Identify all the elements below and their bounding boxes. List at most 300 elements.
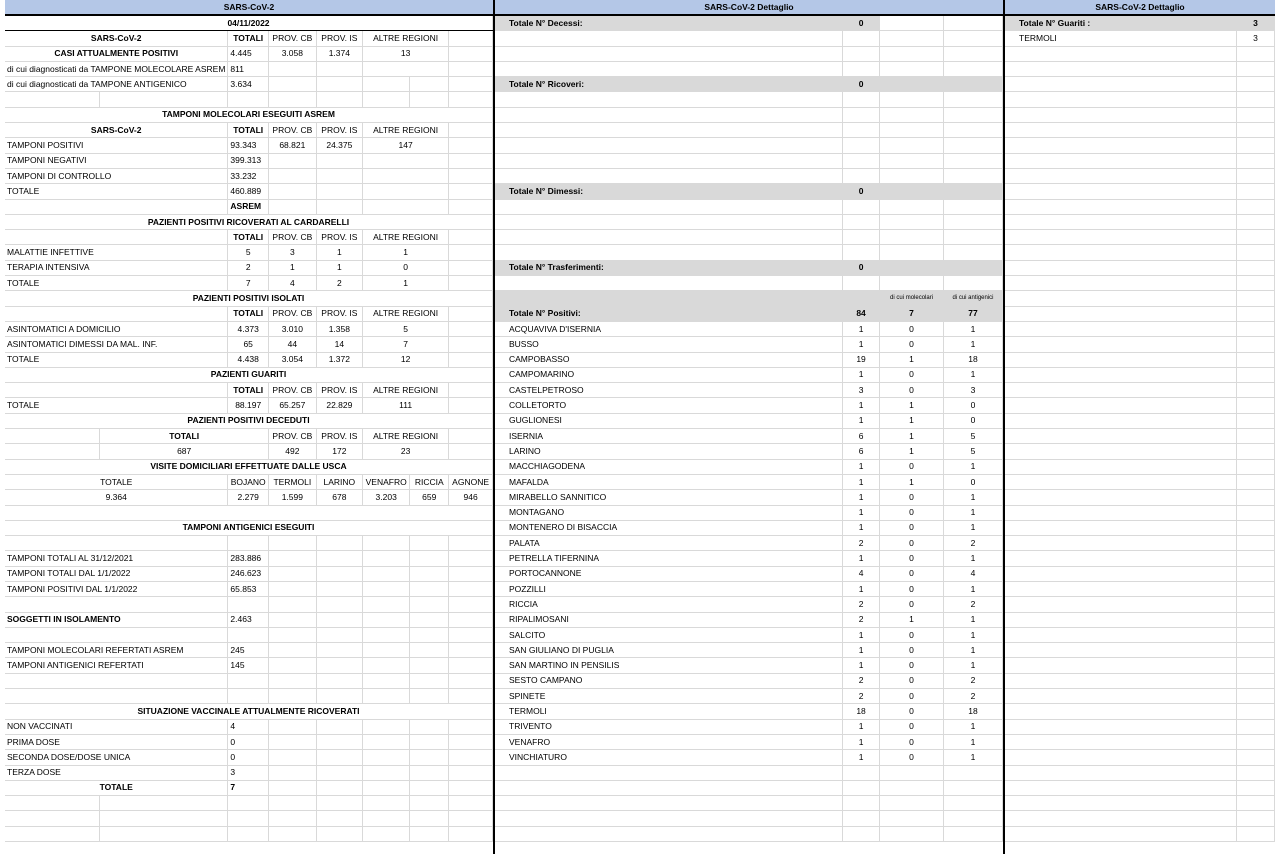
comune-mol: 0	[880, 750, 944, 765]
comune-ant: 1	[944, 505, 1003, 520]
comune-ant: 2	[944, 536, 1003, 551]
antigenici-title: TAMPONI ANTIGENICI ESEGUITI	[5, 520, 493, 535]
col-prov-cb-3: PROV. CB	[268, 230, 316, 245]
comune-tot: 2	[843, 673, 880, 688]
comune-ant: 2	[944, 597, 1003, 612]
comune-row	[495, 673, 1003, 688]
comune-tot: 1	[843, 734, 880, 749]
comune-tot: 1	[843, 459, 880, 474]
positivi-ant: 77	[944, 306, 1003, 321]
casi-is: 1.374	[316, 46, 362, 61]
col-prov-is-2: PROV. IS	[316, 123, 362, 138]
tamp-positivi-label: TAMPONI POSITIVI	[5, 138, 228, 153]
usca-h-termoli: TERMOLI	[268, 474, 316, 489]
comune-tot: 1	[843, 520, 880, 535]
guariti-row-val: 3	[1237, 31, 1275, 46]
comune-mol: 0	[880, 551, 944, 566]
comune-row	[495, 337, 1003, 352]
comune-name: MONTAGANO	[495, 505, 843, 520]
col-altre-regioni: ALTRE REGIONI	[363, 31, 449, 46]
dimessi-cb: 44	[268, 337, 316, 352]
comune-ant: 1	[944, 459, 1003, 474]
terapia-cb: 1	[268, 260, 316, 275]
comune-tot: 1	[843, 367, 880, 382]
usca-v-termoli: 1.599	[268, 490, 316, 505]
comune-row	[495, 398, 1003, 413]
dimessi-label: ASINTOMATICI DIMESSI DA MAL. INF.	[5, 337, 228, 352]
molecolare-tot: 811	[228, 61, 269, 76]
comune-row	[495, 689, 1003, 704]
ricoverati-totale-altre: 1	[363, 276, 449, 291]
comune-mol: 0	[880, 536, 944, 551]
comune-tot: 6	[843, 444, 880, 459]
isolamento-val: 2.463	[228, 612, 269, 627]
comune-tot: 2	[843, 689, 880, 704]
ricoverati-totale-is: 2	[316, 276, 362, 291]
vacc-row-val: 0	[228, 750, 269, 765]
comune-name: BUSSO	[495, 337, 843, 352]
ricoverati-totale-label: TOTALE	[5, 276, 228, 291]
comune-row	[495, 444, 1003, 459]
comune-mol: 0	[880, 734, 944, 749]
comune-tot: 1	[843, 750, 880, 765]
comune-mol: 0	[880, 367, 944, 382]
col-totali-2: TOTALI	[228, 123, 269, 138]
usca-h-venafro: VENAFRO	[363, 474, 410, 489]
comune-mol: 1	[880, 398, 944, 413]
domicilio-label: ASINTOMATICI A DOMICILIO	[5, 321, 228, 336]
guariti-totale-tot: 88.197	[228, 398, 269, 413]
comune-mol: 0	[880, 597, 944, 612]
mol-refertati-label: TAMPONI MOLECOLARI REFERTATI ASREM	[5, 643, 228, 658]
comune-ant: 1	[944, 658, 1003, 673]
col-altre-regioni-4: ALTRE REGIONI	[363, 306, 449, 321]
vacc-row-label: SECONDA DOSE/DOSE UNICA	[5, 750, 228, 765]
comune-row	[495, 704, 1003, 719]
detail-panel-header: SARS-CoV-2 Dettaglio	[495, 0, 1003, 16]
comune-mol: 0	[880, 643, 944, 658]
casi-altre: 13	[363, 46, 449, 61]
col-totali: TOTALI	[228, 31, 269, 46]
comune-tot: 1	[843, 413, 880, 428]
comune-row	[495, 352, 1003, 367]
guariti-detail-panel	[1005, 0, 1275, 854]
comune-name: LARINO	[495, 444, 843, 459]
dimessi-is: 14	[316, 337, 362, 352]
comune-ant: 3	[944, 383, 1003, 398]
comune-tot: 2	[843, 597, 880, 612]
comune-mol: 0	[880, 581, 944, 596]
comune-ant: 0	[944, 474, 1003, 489]
tamp-controllo-tot: 33.232	[228, 168, 269, 183]
comune-name: RICCIA	[495, 597, 843, 612]
malattie-tot: 5	[228, 245, 269, 260]
comune-name: GUGLIONESI	[495, 413, 843, 428]
guariti-panel-header: SARS-CoV-2 Dettaglio	[1005, 0, 1275, 16]
domicilio-is: 1.358	[316, 321, 362, 336]
deceduti-tot: 687	[100, 444, 269, 459]
ant-2022-val: 246.623	[228, 566, 269, 581]
col-altre-regioni-3: ALTRE REGIONI	[363, 230, 449, 245]
mol-refertati-val: 245	[228, 643, 269, 658]
guariti-row-name: TERMOLI	[1005, 31, 1237, 46]
comune-mol: 0	[880, 673, 944, 688]
usca-v-larino: 678	[316, 490, 362, 505]
terapia-tot: 2	[228, 260, 269, 275]
terapia-label: TERAPIA INTENSIVA	[5, 260, 228, 275]
comune-row	[495, 750, 1003, 765]
comune-name: POZZILLI	[495, 581, 843, 596]
usca-h-bojano: BOJANO	[228, 474, 269, 489]
comune-ant: 1	[944, 750, 1003, 765]
isolati-title: PAZIENTI POSITIVI ISOLATI	[5, 291, 493, 306]
col-prov-is-5: PROV. IS	[316, 383, 362, 398]
comune-ant: 1	[944, 627, 1003, 642]
tamponi-mol-title: TAMPONI MOLECOLARI ESEGUITI ASREM	[5, 107, 493, 122]
comune-name: CASTELPETROSO	[495, 383, 843, 398]
comune-ant: 1	[944, 734, 1003, 749]
deceduti-altre: 23	[363, 444, 449, 459]
ricoveri-val: 0	[843, 77, 880, 92]
domicilio-altre: 5	[363, 321, 449, 336]
comune-name: CAMPOMARINO	[495, 367, 843, 382]
comune-name: ACQUAVIVA D'ISERNIA	[495, 321, 843, 336]
deceduti-cb: 492	[268, 444, 316, 459]
comune-mol: 1	[880, 413, 944, 428]
guariti-totale-label: TOTALE	[5, 398, 228, 413]
isolati-totale-altre: 12	[363, 352, 449, 367]
guariti-row	[1005, 31, 1275, 46]
comune-mol: 0	[880, 719, 944, 734]
comune-name: VENAFRO	[495, 734, 843, 749]
trasferimenti-label: Totale N° Trasferimenti:	[495, 260, 843, 275]
comune-name: ISERNIA	[495, 429, 843, 444]
comune-ant: 2	[944, 673, 1003, 688]
comune-name: TERMOLI	[495, 704, 843, 719]
vacc-row-label: NON VACCINATI	[5, 719, 228, 734]
isolati-totale-cb: 3.054	[268, 352, 316, 367]
comune-tot: 2	[843, 536, 880, 551]
guariti-total-label: Totale N° Guariti :	[1005, 16, 1237, 31]
comune-name: CAMPOBASSO	[495, 352, 843, 367]
asrem-label: ASREM	[228, 199, 269, 214]
malattie-is: 1	[316, 245, 362, 260]
comune-name: MONTENERO DI BISACCIA	[495, 520, 843, 535]
comune-ant: 1	[944, 490, 1003, 505]
comune-ant: 4	[944, 566, 1003, 581]
comune-row	[495, 321, 1003, 336]
ricoveri-label: Totale N° Ricoveri:	[495, 77, 843, 92]
summary-panel-header: SARS-CoV-2	[5, 0, 493, 16]
trasferimenti-val: 0	[843, 260, 880, 275]
comune-row	[495, 581, 1003, 596]
comune-ant: 5	[944, 444, 1003, 459]
vacc-totale-label: TOTALE	[5, 780, 228, 795]
ant-refertati-val: 145	[228, 658, 269, 673]
vacc-totale-val: 7	[228, 780, 269, 795]
isolati-totale-label: TOTALE	[5, 352, 228, 367]
comune-row	[495, 490, 1003, 505]
usca-v-totale: 9.364	[5, 490, 228, 505]
comune-ant: 1	[944, 581, 1003, 596]
comune-mol: 0	[880, 566, 944, 581]
comune-row	[495, 536, 1003, 551]
comune-ant: 1	[944, 643, 1003, 658]
dimessi-total-label: Totale N° Dimessi:	[495, 184, 843, 199]
terapia-is: 1	[316, 260, 362, 275]
comune-ant: 18	[944, 704, 1003, 719]
comune-tot: 1	[843, 643, 880, 658]
comune-mol: 0	[880, 383, 944, 398]
comune-name: SAN GIULIANO DI PUGLIA	[495, 643, 843, 658]
dimessi-tot: 65	[228, 337, 269, 352]
casi-label: CASI ATTUALMENTE POSITIVI	[5, 46, 228, 61]
comune-row	[495, 597, 1003, 612]
tamp-negativi-label: TAMPONI NEGATIVI	[5, 153, 228, 168]
vacc-row-val: 4	[228, 719, 269, 734]
comune-tot: 1	[843, 505, 880, 520]
isolati-totale-is: 1.372	[316, 352, 362, 367]
comune-ant: 1	[944, 367, 1003, 382]
comune-tot: 1	[843, 490, 880, 505]
dimessi-altre: 7	[363, 337, 449, 352]
comune-name: RIPALIMOSANI	[495, 612, 843, 627]
tamp-positivi-altre: 147	[363, 138, 449, 153]
col-prov-cb-4: PROV. CB	[268, 306, 316, 321]
comune-name: PETRELLA TIFERNINA	[495, 551, 843, 566]
comune-row	[495, 520, 1003, 535]
tamp-positivi-is: 24.375	[316, 138, 362, 153]
comune-mol: 0	[880, 321, 944, 336]
malattie-cb: 3	[268, 245, 316, 260]
col-prov-cb: PROV. CB	[268, 31, 316, 46]
comune-name: TRIVENTO	[495, 719, 843, 734]
ant-2021-label: TAMPONI TOTALI AL 31/12/2021	[5, 551, 228, 566]
guariti-totale-altre: 111	[363, 398, 449, 413]
comune-mol: 1	[880, 429, 944, 444]
comune-tot: 6	[843, 429, 880, 444]
comune-mol: 0	[880, 704, 944, 719]
comune-ant: 0	[944, 398, 1003, 413]
deceduti-title: PAZIENTI POSITIVI DECEDUTI	[5, 413, 493, 428]
usca-v-riccia: 659	[410, 490, 449, 505]
col-prov-is-4: PROV. IS	[316, 306, 362, 321]
tamp-totale-label: TOTALE	[5, 184, 228, 199]
comune-row	[495, 367, 1003, 382]
tamp-positivi-cb: 68.821	[268, 138, 316, 153]
comune-name: MACCHIAGODENA	[495, 459, 843, 474]
comune-name: PORTOCANNONE	[495, 566, 843, 581]
vacc-row-val: 0	[228, 734, 269, 749]
ant-pos-label: TAMPONI POSITIVI DAL 1/1/2022	[5, 581, 228, 596]
report-date: 04/11/2022	[5, 16, 493, 31]
col-totali-4: TOTALI	[228, 306, 269, 321]
comune-row	[495, 658, 1003, 673]
vacc-row-val: 3	[228, 765, 269, 780]
domicilio-tot: 4.373	[228, 321, 269, 336]
antigenico-label: di cui diagnosticati da TAMPONE ANTIGENICO	[5, 77, 228, 92]
comune-row	[495, 627, 1003, 642]
ricoverati-totale-tot: 7	[228, 276, 269, 291]
comune-ant: 2	[944, 689, 1003, 704]
comune-tot: 1	[843, 398, 880, 413]
summary-panel	[5, 0, 495, 854]
comune-tot: 1	[843, 474, 880, 489]
comune-tot: 1	[843, 551, 880, 566]
guariti-title: PAZIENTI GUARITI	[5, 367, 493, 382]
antigenico-tot: 3.634	[228, 77, 269, 92]
comune-tot: 2	[843, 612, 880, 627]
ant-2021-val: 283.886	[228, 551, 269, 566]
usca-v-agnone: 946	[449, 490, 493, 505]
sub-antigenici: di cui antigenici	[944, 291, 1003, 306]
domicilio-cb: 3.010	[268, 321, 316, 336]
comune-ant: 5	[944, 429, 1003, 444]
sars-label: SARS-CoV-2	[5, 31, 228, 46]
comune-name: MAFALDA	[495, 474, 843, 489]
comune-mol: 0	[880, 490, 944, 505]
comune-mol: 0	[880, 658, 944, 673]
comune-mol: 0	[880, 520, 944, 535]
comune-ant: 1	[944, 551, 1003, 566]
col-prov-is: PROV. IS	[316, 31, 362, 46]
tamp-totale-tot: 460.889	[228, 184, 269, 199]
vacc-row-label: TERZA DOSE	[5, 765, 228, 780]
col-prov-is-3: PROV. IS	[316, 230, 362, 245]
usca-h-riccia: RICCIA	[410, 474, 449, 489]
comune-mol: 1	[880, 444, 944, 459]
isolamento-label: SOGGETTI IN ISOLAMENTO	[5, 612, 228, 627]
comune-mol: 0	[880, 505, 944, 520]
usca-title: VISITE DOMICILIARI EFFETTUATE DALLE USCA	[5, 459, 493, 474]
tamp-negativi-tot: 399.313	[228, 153, 269, 168]
col-altre-regioni-5: ALTRE REGIONI	[363, 383, 449, 398]
comune-row	[495, 505, 1003, 520]
col-totali-6: TOTALI	[100, 429, 269, 444]
comune-name: COLLETORTO	[495, 398, 843, 413]
usca-h-totale: TOTALE	[5, 474, 228, 489]
comune-name: SAN MARTINO IN PENSILIS	[495, 658, 843, 673]
col-prov-cb-6: PROV. CB	[268, 429, 316, 444]
comune-mol: 1	[880, 612, 944, 627]
comune-name: MIRABELLO SANNITICO	[495, 490, 843, 505]
decessi-label: Totale N° Decessi:	[495, 16, 843, 31]
comune-ant: 18	[944, 352, 1003, 367]
usca-v-bojano: 2.279	[228, 490, 269, 505]
guariti-total-val: 3	[1237, 16, 1275, 31]
comune-name: SPINETE	[495, 689, 843, 704]
comune-ant: 1	[944, 520, 1003, 535]
comune-row	[495, 734, 1003, 749]
comune-row	[495, 643, 1003, 658]
sars-label-2: SARS-CoV-2	[5, 123, 228, 138]
summary-table	[5, 16, 493, 842]
col-prov-cb-2: PROV. CB	[268, 123, 316, 138]
positivi-tot: 84	[843, 306, 880, 321]
comune-tot: 1	[843, 627, 880, 642]
comune-mol: 0	[880, 337, 944, 352]
decessi-val: 0	[843, 16, 880, 31]
comune-tot: 1	[843, 719, 880, 734]
sub-molecolari: di cui molecolari	[880, 291, 944, 306]
comune-row	[495, 566, 1003, 581]
comune-ant: 1	[944, 719, 1003, 734]
malattie-label: MALATTIE INFETTIVE	[5, 245, 228, 260]
malattie-altre: 1	[363, 245, 449, 260]
comune-mol: 0	[880, 627, 944, 642]
comune-row	[495, 383, 1003, 398]
comune-mol: 1	[880, 352, 944, 367]
comune-ant: 1	[944, 321, 1003, 336]
comune-name: VINCHIATURO	[495, 750, 843, 765]
vacc-row-label: PRIMA DOSE	[5, 734, 228, 749]
comune-ant: 1	[944, 612, 1003, 627]
comune-tot: 19	[843, 352, 880, 367]
comune-name: SALCITO	[495, 627, 843, 642]
comune-row	[495, 413, 1003, 428]
molecolare-label: di cui diagnosticati da TAMPONE MOLECOLARE ASREM	[5, 61, 228, 76]
detail-table	[495, 16, 1003, 842]
comune-name: PALATA	[495, 536, 843, 551]
positivi-label: Totale N° Positivi:	[495, 306, 843, 321]
ricoverati-totale-cb: 4	[268, 276, 316, 291]
col-prov-cb-5: PROV. CB	[268, 383, 316, 398]
terapia-altre: 0	[363, 260, 449, 275]
tamp-controllo-label: TAMPONI DI CONTROLLO	[5, 168, 228, 183]
col-altre-regioni-2: ALTRE REGIONI	[363, 123, 449, 138]
guariti-totale-cb: 65.257	[268, 398, 316, 413]
deceduti-is: 172	[316, 444, 362, 459]
guariti-table	[1005, 16, 1275, 842]
comune-tot: 18	[843, 704, 880, 719]
comune-tot: 3	[843, 383, 880, 398]
usca-h-larino: LARINO	[316, 474, 362, 489]
vaccinale-title: SITUAZIONE VACCINALE ATTUALMENTE RICOVERATI	[5, 704, 493, 719]
usca-v-venafro: 3.203	[363, 490, 410, 505]
isolati-totale-tot: 4.438	[228, 352, 269, 367]
comune-row	[495, 612, 1003, 627]
comune-tot: 4	[843, 566, 880, 581]
tamp-positivi-tot: 93.343	[228, 138, 269, 153]
comune-tot: 1	[843, 337, 880, 352]
comune-mol: 0	[880, 459, 944, 474]
comune-tot: 1	[843, 581, 880, 596]
casi-tot: 4.445	[228, 46, 269, 61]
comune-ant: 0	[944, 413, 1003, 428]
col-prov-is-6: PROV. IS	[316, 429, 362, 444]
col-altre-regioni-6: ALTRE REGIONI	[363, 429, 449, 444]
comune-row	[495, 429, 1003, 444]
col-totali-3: TOTALI	[228, 230, 269, 245]
comune-row	[495, 459, 1003, 474]
dimessi-total-val: 0	[843, 184, 880, 199]
usca-h-agnone: AGNONE	[449, 474, 493, 489]
positivi-mol: 7	[880, 306, 944, 321]
comune-name: SESTO CAMPANO	[495, 673, 843, 688]
ricoverati-title: PAZIENTI POSITIVI RICOVERATI AL CARDARELLI	[5, 214, 493, 229]
comune-tot: 1	[843, 321, 880, 336]
comune-mol: 0	[880, 689, 944, 704]
ant-refertati-label: TAMPONI ANTIGENICI REFERTATI	[5, 658, 228, 673]
casi-cb: 3.058	[268, 46, 316, 61]
comune-ant: 1	[944, 337, 1003, 352]
comune-mol: 1	[880, 474, 944, 489]
comune-row	[495, 551, 1003, 566]
ant-2022-label: TAMPONI TOTALI DAL 1/1/2022	[5, 566, 228, 581]
comune-tot: 1	[843, 658, 880, 673]
col-totali-5: TOTALI	[228, 383, 269, 398]
ant-pos-val: 65.853	[228, 581, 269, 596]
